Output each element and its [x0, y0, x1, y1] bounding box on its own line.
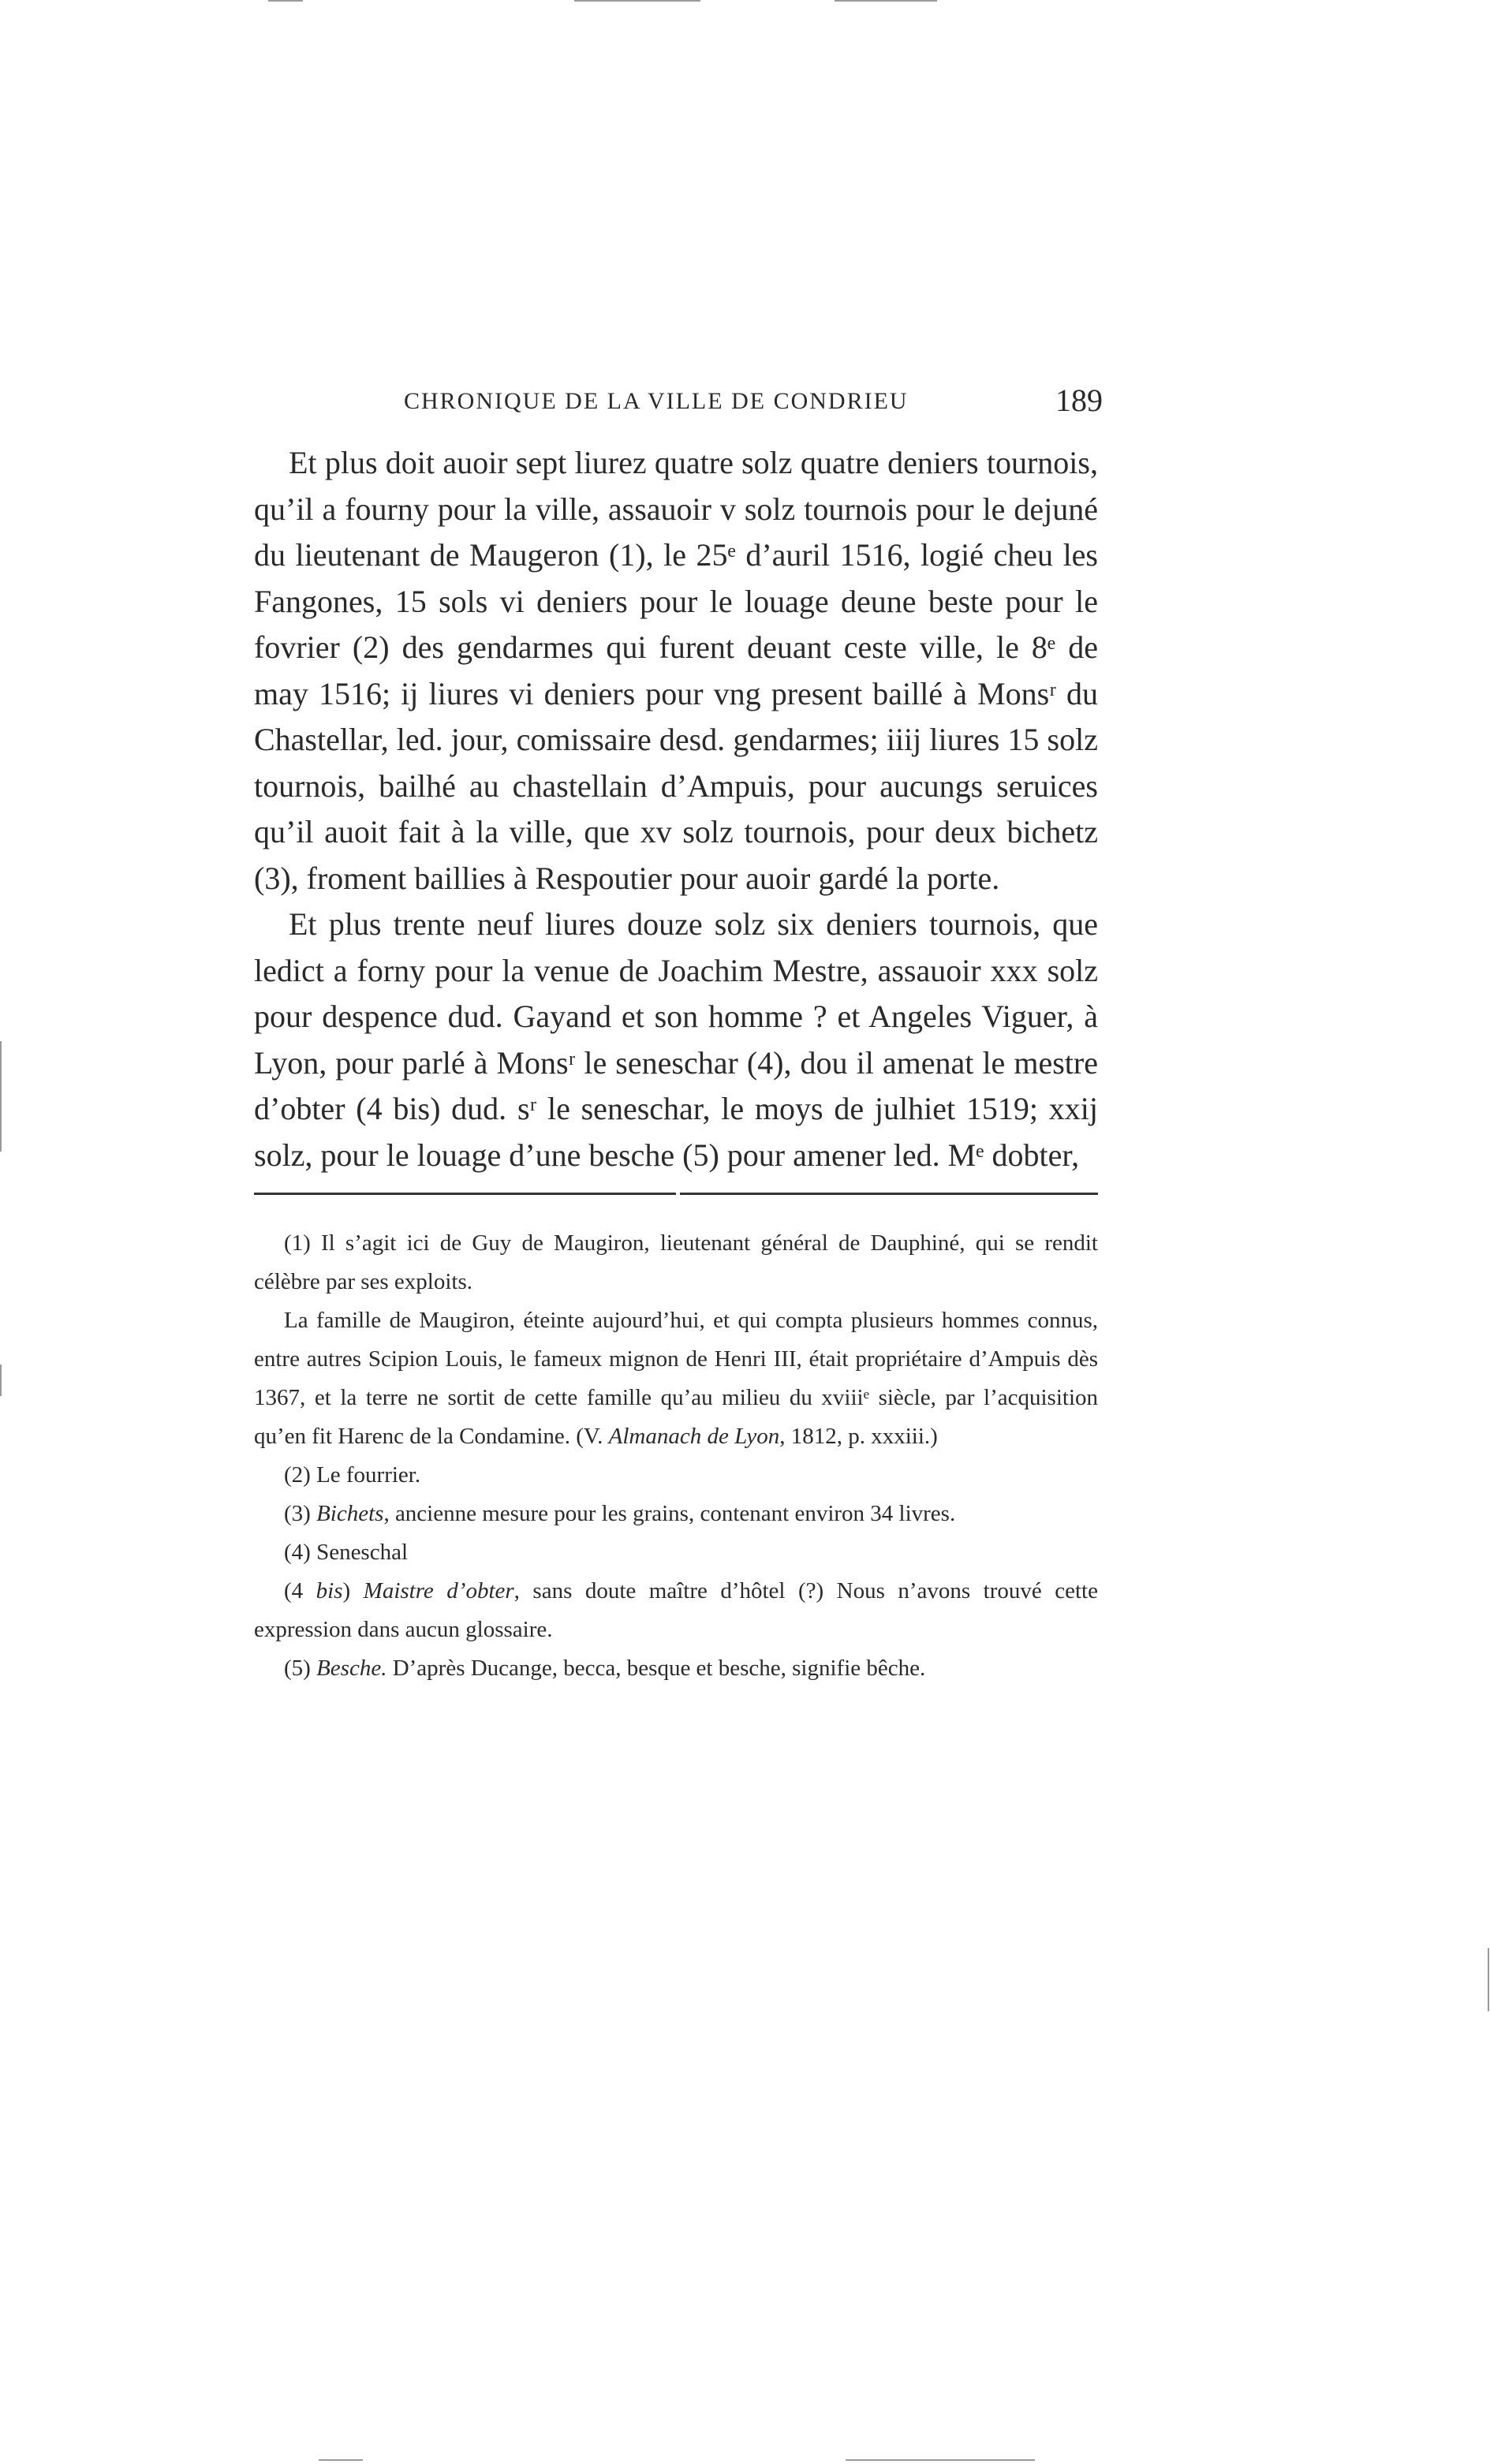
- footnote-5-term: Besche.: [316, 1656, 387, 1681]
- footnote-1-cont-text-a: La famille de Maugiron, éteinte aujourd’hui, et qui compta plusieurs hommes connus, entre autres Scipion Louis, le fameux mignon de Henri III, était propriétaire d’Ampuis dès 1367, et la terre ne sortit de cette famille qu’au milieu du xviiiᵉ siècle, par l’acquisition qu’en fit Harenc de la Condamine. (V.: [254, 1308, 1098, 1449]
- footnote-1-cont-italic: Almanach de Lyon: [608, 1424, 780, 1449]
- footnote-4bis-paren: ): [342, 1578, 364, 1603]
- scan-artifact-right-1: [1488, 1948, 1489, 2011]
- footnote-4bis: [254, 1572, 1098, 1649]
- footnote-3-number: (3): [284, 1501, 317, 1526]
- footnote-separator: [254, 1193, 1098, 1196]
- scan-artifact-top-1: [268, 0, 303, 2]
- footnote-4bis-text: , sans doute maître d’hôtel (?) Nous n’avons trouvé cette expression dans aucun glossaire.: [254, 1578, 1098, 1642]
- footnote-4bis-bis: bis: [316, 1578, 343, 1603]
- running-title: CHRONIQUE DE LA VILLE DE CONDRIEU: [404, 388, 909, 414]
- footnote-4: (4) Seneschal: [284, 1540, 409, 1565]
- body-paragraph-1: Et plus doit auoir sept liurez quatre solz quatre deniers tournois, qu’il a fourny pour la ville, assauoir v solz tournois pour le dejuné du lieutenant de Maugeron (1), le 25ᵉ d’auril 1516, logié cheu les Fangones, 15 sols vi deniers pour le louage deune beste pour le fovrier (2) des gendarmes qui furent deuant ceste ville, le 8ᵉ de may 1516; ij liures vi deniers pour vng present baillé à Monsʳ du Chastellar, led. jour, comissaire desd. gendarmes; iiij liures 15 solz tournois, bailhé au chastellain d’Ampuis, pour aucungs seruices qu’il auoit fait à la ville, que xv solz tournois, pour deux bichetz (3), froment baillies à Respoutier pour auoir gardé la porte.: [254, 445, 1098, 896]
- footnote-3: [254, 1495, 1098, 1533]
- running-head: [254, 383, 1103, 429]
- body-text: [254, 440, 1098, 1178]
- scan-artifact-top-2: [574, 0, 700, 2]
- footnote-5: [254, 1649, 1098, 1688]
- scan-artifact-left-2: [0, 1365, 2, 1396]
- footnote-5-text: D’après Ducange, becca, besque et besche, signifie bêche.: [387, 1656, 926, 1681]
- footnote-rule-left: [254, 1193, 676, 1195]
- footnote-5-number: (5): [284, 1656, 317, 1681]
- footnote-3-term: Bichets: [316, 1501, 384, 1526]
- scan-artifact-bottom-1: [319, 2459, 363, 2461]
- scan-artifact-left-1: [0, 1041, 2, 1152]
- footnote-rule-right: [680, 1193, 1098, 1195]
- footnotes: [254, 1224, 1098, 1688]
- footnote-3-text: , ancienne mesure pour les grains, contenant environ 34 livres.: [383, 1501, 956, 1526]
- footnote-4bis-term: Maistre d’obter: [363, 1578, 514, 1603]
- footnote-1: (1) Il s’agit ici de Guy de Maugiron, lieutenant général de Dauphiné, qui se rendit célèbre par ses exploits.: [254, 1230, 1098, 1294]
- scan-artifact-bottom-2: [846, 2459, 1035, 2461]
- footnote-4bis-number: (4: [284, 1578, 316, 1603]
- footnote-1-continuation: [254, 1301, 1098, 1456]
- footnote-2: (2) Le fourrier.: [284, 1462, 421, 1488]
- page-number: 189: [1055, 383, 1103, 418]
- scan-artifact-top-3: [835, 0, 937, 2]
- book-page: [254, 383, 1103, 1688]
- body-paragraph-2: Et plus trente neuf liures douze solz six deniers tournois, que ledict a forny pour la venue de Joachim Mestre, assauoir xxx solz pour despence dud. Gayand et son homme ? et Angeles Viguer, à Lyon, pour parlé à Monsʳ le seneschar (4), dou il amenat le mestre d’obter (4 bis) dud. sʳ le seneschar, le moys de julhiet 1519; xxij solz, pour le louage d’une besche (5) pour amener led. Mᵉ dobter,: [254, 906, 1098, 1173]
- footnote-1-cont-text-b: , 1812, p. xxxiii.): [779, 1424, 938, 1449]
